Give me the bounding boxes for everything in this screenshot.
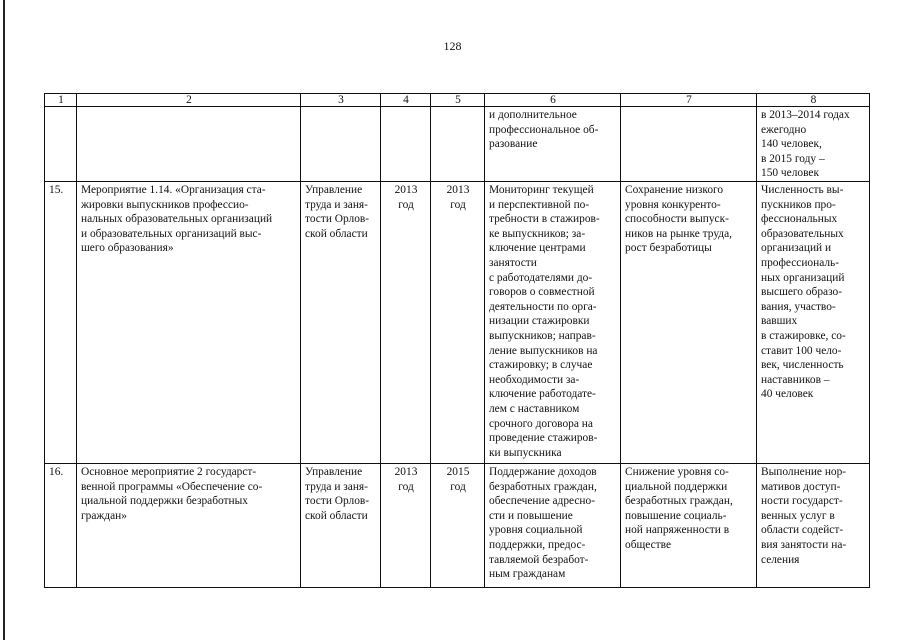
table-header-row: [45, 94, 870, 107]
executor-cell: Управление труда и заня- тости Орлов- ской области: [301, 182, 381, 464]
row-number-cell: 16.: [45, 464, 77, 588]
result-cell: [621, 107, 757, 182]
column-header: 3: [301, 94, 381, 107]
indicator-cell: Выполнение нор- мативов доступ- ности государст- венных услуг в области содейст- вия занятости на- селения: [757, 464, 870, 588]
indicator-cell: в 2013–2014 годах ежегодно 140 человек, в 2015 году – 150 человек: [757, 107, 870, 182]
column-header: 5: [431, 94, 485, 107]
result-cell: Снижение уровня со- циальной поддержки безработных граждан, повышение социаль- ной напряженности в обществе: [621, 464, 757, 588]
row-number-cell: [45, 107, 77, 182]
column-header: 6: [485, 94, 621, 107]
actions-cell: Поддержание доходов безработных граждан, обеспечение адресно- сти и повышение уровня социальной поддержки, предос- тавляемой безработ- ным гражданам: [485, 464, 621, 588]
end-year-cell: 2015 год: [431, 464, 485, 588]
table-row: [45, 182, 870, 464]
column-header: 7: [621, 94, 757, 107]
program-table: [44, 93, 870, 588]
page-number: 128: [443, 39, 462, 53]
actions-cell: и дополнительное профессиональное об- разование: [485, 107, 621, 182]
column-header: 4: [381, 94, 431, 107]
actions-cell: Мониторинг текущей и перспективной по- требности в стажиров- ке выпускников; за- ключение центрами занятости с работодателями до- говоров о совместной деятельности по орга- низации стажировки выпускников; направ- ление выпускников на стажировку; в случае необходимости за- ключение работодате- лем с наставником срочного договора на проведение стажиров- ки выпускника: [485, 182, 621, 464]
event-cell: Основное мероприятие 2 государст- венной программы «Обеспечение со- циальной поддержки безработных граждан»: [77, 464, 301, 588]
indicator-cell: Численность вы- пускников про- фессиональных образовательных организаций и профессиональ- ных организаций высшего образо- вания, участво- вавших в стажировке, со- ставит 100 чело- век, численность наставников – 40 человек: [757, 182, 870, 464]
table-row: [45, 107, 870, 182]
executor-cell: [301, 107, 381, 182]
event-cell: Мероприятие 1.14. «Организация ста- жировки выпускников профессио- нальных образовательных организаций и образовательных организаций выс- шего образования»: [77, 182, 301, 464]
end-year-cell: [431, 107, 485, 182]
table-row: [45, 464, 870, 588]
column-header: 1: [45, 94, 77, 107]
column-header: 2: [77, 94, 301, 107]
column-header: 8: [757, 94, 870, 107]
row-number-cell: 15.: [45, 182, 77, 464]
page-left-edge: [3, 0, 5, 640]
start-year-cell: [381, 107, 431, 182]
end-year-cell: 2013 год: [431, 182, 485, 464]
start-year-cell: 2013 год: [381, 182, 431, 464]
result-cell: Сохранение низкого уровня конкуренто- способности выпуск- ников на рынке труда, рост безработицы: [621, 182, 757, 464]
start-year-cell: 2013 год: [381, 464, 431, 588]
event-cell: [77, 107, 301, 182]
executor-cell: Управление труда и заня- тости Орлов- ской области: [301, 464, 381, 588]
